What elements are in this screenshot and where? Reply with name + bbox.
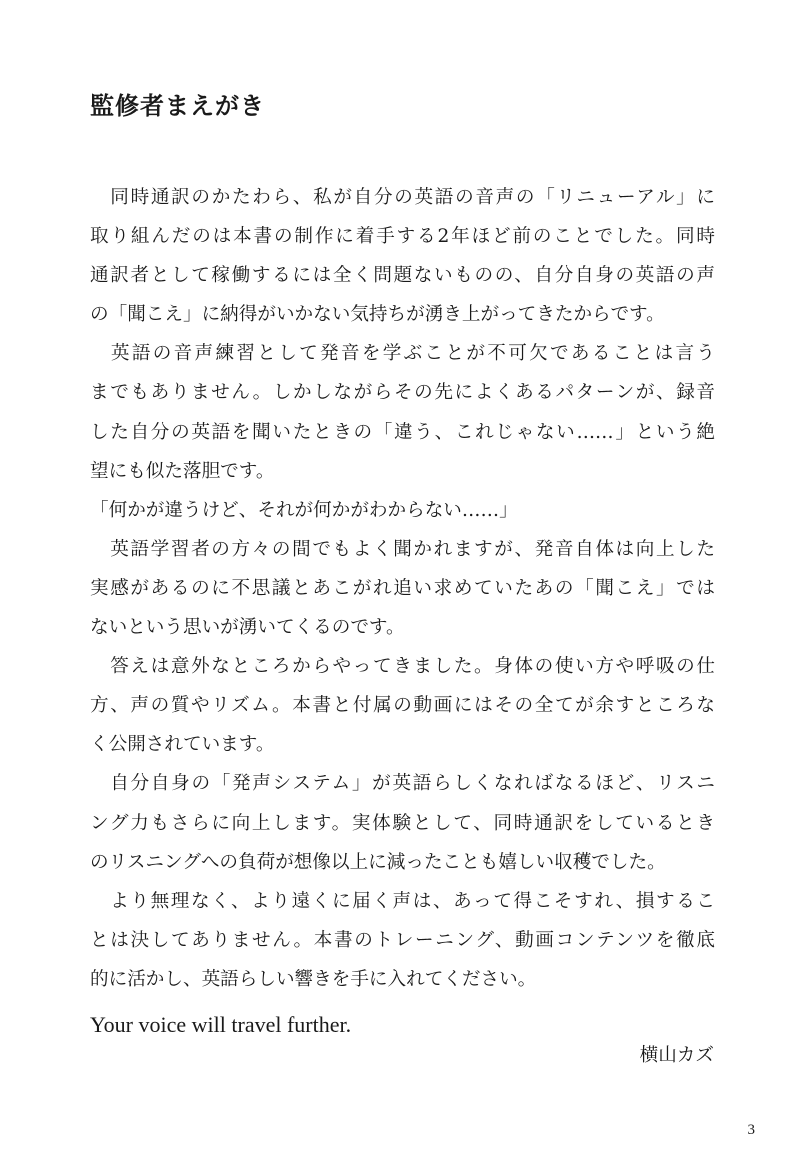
text-line: の「聞こえ」に納得がいかない気持ちが湧き上がってきたからです。 [90,304,665,326]
text-line: した自分の英語を聞いたときの「違う、これじゃない……」という絶 [90,421,715,443]
text-line: ング力もさらに向上します。実体験として、同時通訳をしているとき [90,812,715,834]
text-line: 同時通訳のかたわら、私が自分の英語の音声の「リニューアル」に [90,187,715,208]
text-line: 方、声の質やリズム。本書と付属の動画にはその全てが余すところな [90,695,715,717]
text-line: 的に活かし、英語らしい響きを手に入れてください。 [90,968,537,990]
text-line: 通訳者として稼働するには全く問題ないものの、自分自身の英語の声 [90,265,715,287]
author-signature: 横山カズ [639,1045,714,1066]
text-line: 「何かが違うけど、それが何かがわからない……」 [90,499,518,521]
text-line: 英語の音声練習として発音を学ぶことが不可欠であることは言う [90,343,715,365]
closing-line: Your voice will travel further. [90,1012,352,1037]
text-line: 英語学習者の方々の間でもよく聞かれますが、発音自体は向上した [90,538,715,560]
page-title: 監修者まえがき [90,91,265,120]
text-line: 答えは意外なところからやってきました。身体の使い方や呼吸の仕 [90,656,715,678]
page-number: 3 [747,1122,755,1138]
text-line: より無理なく、より遠くに届く声は、あって得こそすれ、損するこ [90,890,715,912]
text-line: 実感があるのに不思議とあこがれ追い求めていたあの「聞こえ」では [90,577,715,599]
text-line: く公開されています。 [90,734,275,756]
text-line: までもありません。しかしながらその先によくあるパターンが、録音 [90,382,715,404]
text-line: とは決してありません。本書のトレーニング、動画コンテンツを徹底 [90,929,715,951]
body-text [90,178,715,999]
text-line: 望にも似た落胆です。 [90,460,275,482]
text-line: 自分自身の「発声システム」が英語らしくなればなるほど、リスニ [90,773,715,795]
text-line: 取り組んだのは本書の制作に着手する2年ほど前のことでした。同時 [90,226,715,248]
text-line: ないという思いが湧いてくるのです。 [90,617,405,639]
text-line: のリスニングへの負荷が想像以上に減ったことも嬉しい収穫でした。 [90,851,666,873]
